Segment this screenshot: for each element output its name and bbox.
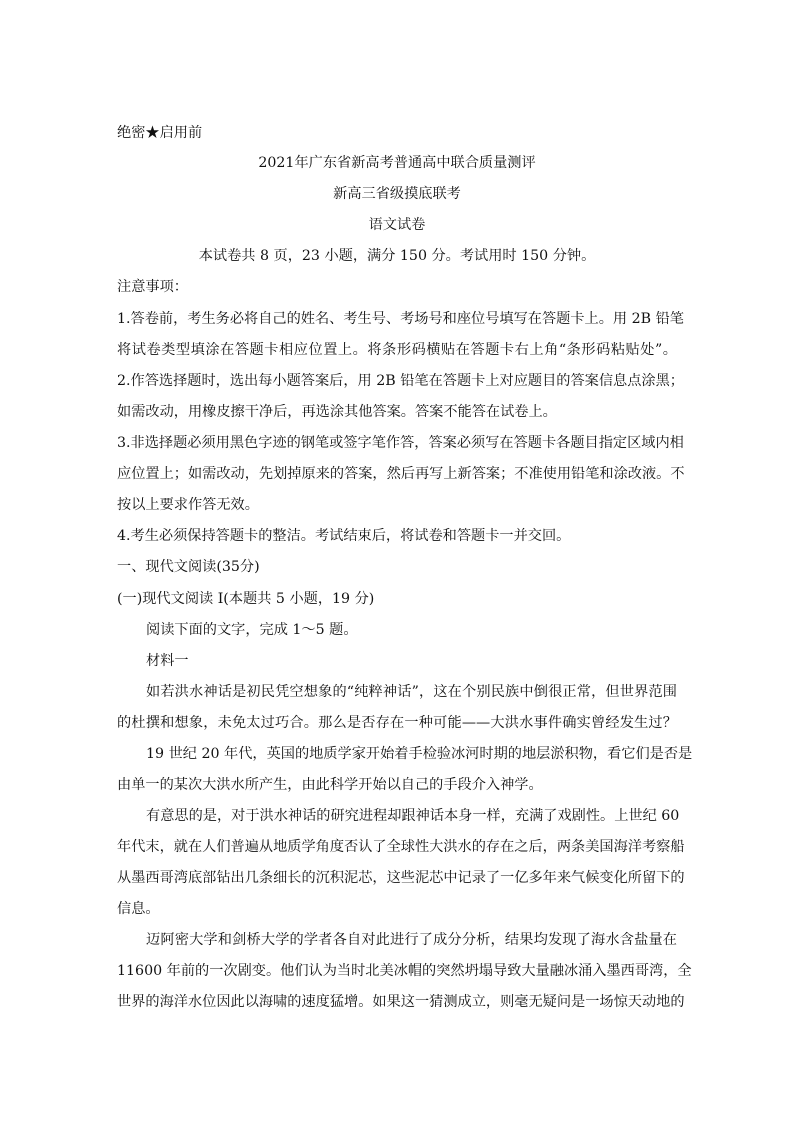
body-line: 世界的海洋水位因此以海啸的速度猛增。如果这一猜测成立，则毫无疑问是一场惊天动地的 xyxy=(117,994,685,1010)
note-line: 4.考生必须保持答题卡的整洁。考试结束后，将试卷和答题卡一并交回。 xyxy=(117,528,571,544)
exam-info: 本试卷共 8 页，23 小题，满分 150 分。考试用时 150 分钟。 xyxy=(198,248,596,264)
body-line: 的杜撰和想象，未免太过巧合。那么是否存在一种可能——大洪水事件确实曾经发生过？ xyxy=(117,715,677,731)
note-line: 如需改动，用橡皮擦干净后，再选涂其他答案。答案不能答在试卷上。 xyxy=(117,404,557,420)
note-line: 2.作答选择题时，选出每小题答案后，用 2B 铅笔在答题卡上对应题目的答案信息点涂黑； xyxy=(117,373,684,389)
note-line: 将试卷类型填涂在答题卡相应位置上。将条形码横贴在答题卡右上角“条形码粘贴处”。 xyxy=(117,342,677,358)
body-line: 从墨西哥湾底部钻出几条细长的沉积泥芯，这些泥芯中记录了一亿多年来气候变化所留下的 xyxy=(117,870,685,886)
body-line: 有意思的是，对于洪水神话的研究进程却跟神话本身一样，充满了戏剧性。上世纪 60 xyxy=(146,808,680,824)
body-line: 11600 年前的一次剧变。他们认为当时北美冰帽的突然坍塌导致大量融冰涌入墨西哥湾，全 xyxy=(117,963,692,979)
body-line: 迈阿密大学和剑桥大学的学者各自对此进行了成分分析，结果均发现了海水含盐量在 xyxy=(146,932,677,948)
exam-title: 2021年广东省新高考普通高中联合质量测评 xyxy=(258,155,536,171)
note-line: 应位置上；如需改动，先划掉原来的答案，然后再写上新答案；不准使用铅笔和涂改液。不 xyxy=(117,466,685,482)
body-line: 19 世纪 20 年代，英国的地质学家开始着手检验冰河时期的地层淤积物，看它们是否是 xyxy=(146,746,693,762)
note-line: 3.非选择题必须用黑色字迹的钢笔或签字笔作答，答案必须写在答题卡各题目指定区域内相 xyxy=(117,435,684,451)
note-line: 按以上要求作答无效。 xyxy=(117,497,259,513)
secret-label: 绝密★启用前 xyxy=(117,125,203,141)
body-line: 由单一的某次大洪水所产生，由此科学开始以自己的手段介入神学。 xyxy=(117,777,543,793)
exam-subtitle: 新高三省级摸底联考 xyxy=(333,186,461,202)
subject-title: 语文试卷 xyxy=(368,217,426,233)
section-heading: 一、现代文阅读(35分) xyxy=(117,559,260,575)
body-line: 如若洪水神话是初民凭空想象的“纯粹神话”，这在个别民族中倒很正常，但世界范围 xyxy=(146,684,677,700)
subsection-heading: (一)现代文阅读 I(本题共 5 小题，19 分) xyxy=(117,591,375,607)
reading-instruction: 阅读下面的文字，完成 1～5 题。 xyxy=(146,622,358,638)
material-label: 材料一 xyxy=(146,653,189,669)
notes-heading: 注意事项： xyxy=(117,279,188,295)
body-line: 信息。 xyxy=(117,901,160,917)
body-line: 年代末，就在人们普遍从地质学角度否认了全球性大洪水的存在之后，两条美国海洋考察船 xyxy=(117,839,685,855)
note-line: 1.答卷前，考生务必将自己的姓名、考生号、考场号和座位号填写在答题卡上。用 2B 铅笔 xyxy=(117,311,684,327)
